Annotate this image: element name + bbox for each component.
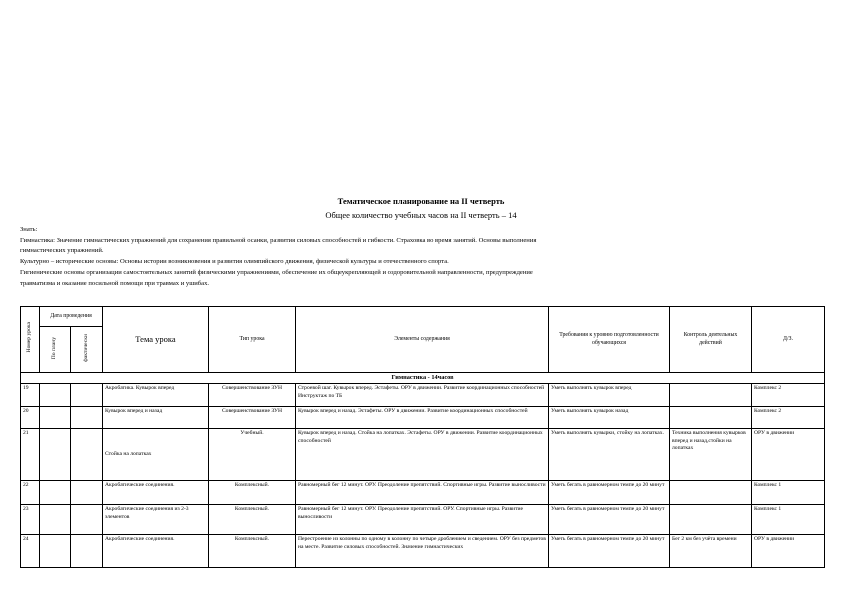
topic-cell: Акробатические соединения из 2-3 элементов	[103, 505, 209, 535]
date-plan-cell	[40, 481, 71, 505]
header-lesson-number: Номер урока	[21, 307, 40, 373]
homework-cell: Комплекс 1	[752, 505, 825, 535]
type-cell: Комплексный.	[209, 505, 296, 535]
intro-line: Гимнастика: Значение гимнастических упражнений для сохранения правильной осанки, развития силовых способностей и гибкости. Страховка во время занятий. Основы выполнения	[20, 236, 537, 244]
table-row	[21, 384, 825, 407]
intro-line: Гигиенические основы организации самостоятельных занятий физическими упражнениями, обеспечение их общеукрепляющей и оздоровительной направленности, предупреждение	[20, 268, 533, 276]
table-row	[21, 481, 825, 505]
table-row	[21, 505, 825, 535]
lesson-number-cell: 22	[21, 481, 40, 505]
document-subtitle: Общее количество учебных часов на II четверть – 14	[325, 210, 517, 220]
homework-cell: Комплекс 2	[752, 407, 825, 429]
intro-text	[20, 225, 820, 289]
date-fact-cell	[71, 384, 103, 407]
requirements-cell: Уметь выполнять кувырок назад	[549, 407, 670, 429]
lesson-number-cell: 19	[21, 384, 40, 407]
homework-cell: Комплекс 1	[752, 481, 825, 505]
type-cell: Учебный.	[209, 429, 296, 481]
section-row	[21, 373, 825, 384]
date-plan-cell	[40, 505, 71, 535]
date-fact-cell	[71, 429, 103, 481]
date-fact-cell	[71, 407, 103, 429]
date-fact-cell	[71, 481, 103, 505]
homework-cell: ОРУ в движении	[752, 535, 825, 568]
topic-cell: Акробатика. Кувырок вперед	[103, 384, 209, 407]
requirements-cell: Уметь выполнять кувырки, стойку на лопатках.	[549, 429, 670, 481]
table-row	[21, 407, 825, 429]
requirements-cell: Уметь бегать в равномерном темпе до 20 минут	[549, 481, 670, 505]
lesson-number-cell: 23	[21, 505, 40, 535]
header-elements: Элементы содержания	[296, 307, 549, 373]
date-plan-cell	[40, 535, 71, 568]
date-plan-cell	[40, 384, 71, 407]
homework-cell: Комплекс 2	[752, 384, 825, 407]
control-cell	[670, 384, 752, 407]
lesson-number-cell: 20	[21, 407, 40, 429]
type-cell: Комплексный.	[209, 481, 296, 505]
table-row	[21, 535, 825, 568]
date-plan-cell	[40, 407, 71, 429]
control-cell: Техника выполнения кувырков вперед и назад,стойки на лопатках	[670, 429, 752, 481]
intro-line: Знать:	[20, 226, 38, 233]
thematic-plan-table	[20, 306, 825, 568]
header-date: Дата проведения	[40, 307, 103, 327]
requirements-cell: Уметь выполнять кувырок вперед	[549, 384, 670, 407]
control-cell	[670, 481, 752, 505]
elements-cell: Равномерный бег 12 минут. ОРУ. Преодоление препятствий. Спортивные игры. Развитие выносливости	[296, 481, 549, 505]
intro-line: травматизма и оказание посильной помощи при травмах и ушибах.	[20, 279, 210, 287]
elements-cell: Кувырок вперед и назад. Эстафеты. ОРУ в движении. Развитие координационных способностей	[296, 407, 549, 429]
date-fact-cell	[71, 505, 103, 535]
document-title: Тематическое планирование на II четверть	[337, 196, 505, 206]
control-cell	[670, 505, 752, 535]
elements-cell: Равномерный бег 12 минут. ОРУ. Преодоление препятствий. ОРУ. Спортивные игры. Развитие выносливости	[296, 505, 549, 535]
lesson-number-cell: 24	[21, 535, 40, 568]
requirements-cell: Уметь бегать в равномерном темпе до 20 минут	[549, 505, 670, 535]
control-cell	[670, 407, 752, 429]
header-type: Тип урока	[209, 307, 296, 373]
header-requirements: Требования к уровню подготовленности обучающихся	[549, 307, 670, 373]
date-fact-cell	[71, 535, 103, 568]
elements-cell: Перестроение из колонны по одному в колонну по четыре дроблением и сведением. ОРУ без предметов на месте. Развитие силовых способностей. Значение гимнастических	[296, 535, 549, 568]
control-cell: Бег 2 км без учёта времени	[670, 535, 752, 568]
type-cell: Комплексный.	[209, 535, 296, 568]
elements-cell: Строевой шаг. Кувырок вперед. Эстафеты. ОРУ в движении. Развитие координационных способностей Инструктаж по ТБ	[296, 384, 549, 407]
date-plan-cell	[40, 429, 71, 481]
header-homework: Д/З.	[752, 307, 825, 373]
section-title: Гимнастика - 14часов	[21, 373, 825, 384]
topic-cell: Акробатические соединения.	[103, 535, 209, 568]
topic-cell: Акробатические соединения.	[103, 481, 209, 505]
type-cell: Совершенствование ЗУН	[209, 384, 296, 407]
topic-cell: Стойка на лопатках	[103, 429, 209, 481]
type-cell: Совершенствование ЗУН	[209, 407, 296, 429]
header-topic: Тема урока	[103, 307, 209, 373]
table-row	[21, 429, 825, 481]
lesson-number-cell: 21	[21, 429, 40, 481]
header-date-fact: фактически	[71, 327, 103, 373]
header-control: Контроль деятельных действий	[670, 307, 752, 373]
header-date-plan: По плану	[40, 327, 71, 373]
topic-cell: Кувырок вперед и назад	[103, 407, 209, 429]
intro-line: гимнастических упражнений.	[20, 247, 104, 255]
elements-cell: Кувырок вперед и назад. Стойка на лопатках. Эстафеты. ОРУ в движении. Развитие координационных способностей	[296, 429, 549, 481]
intro-line: Культурно – исторические основы: Основы истории возникновения и развития олимпийского движения, физической культуры и отечественного спорта.	[20, 258, 449, 266]
requirements-cell: Уметь бегать в равномерном темпе до 20 минут	[549, 535, 670, 568]
homework-cell: ОРУ в движении	[752, 429, 825, 481]
